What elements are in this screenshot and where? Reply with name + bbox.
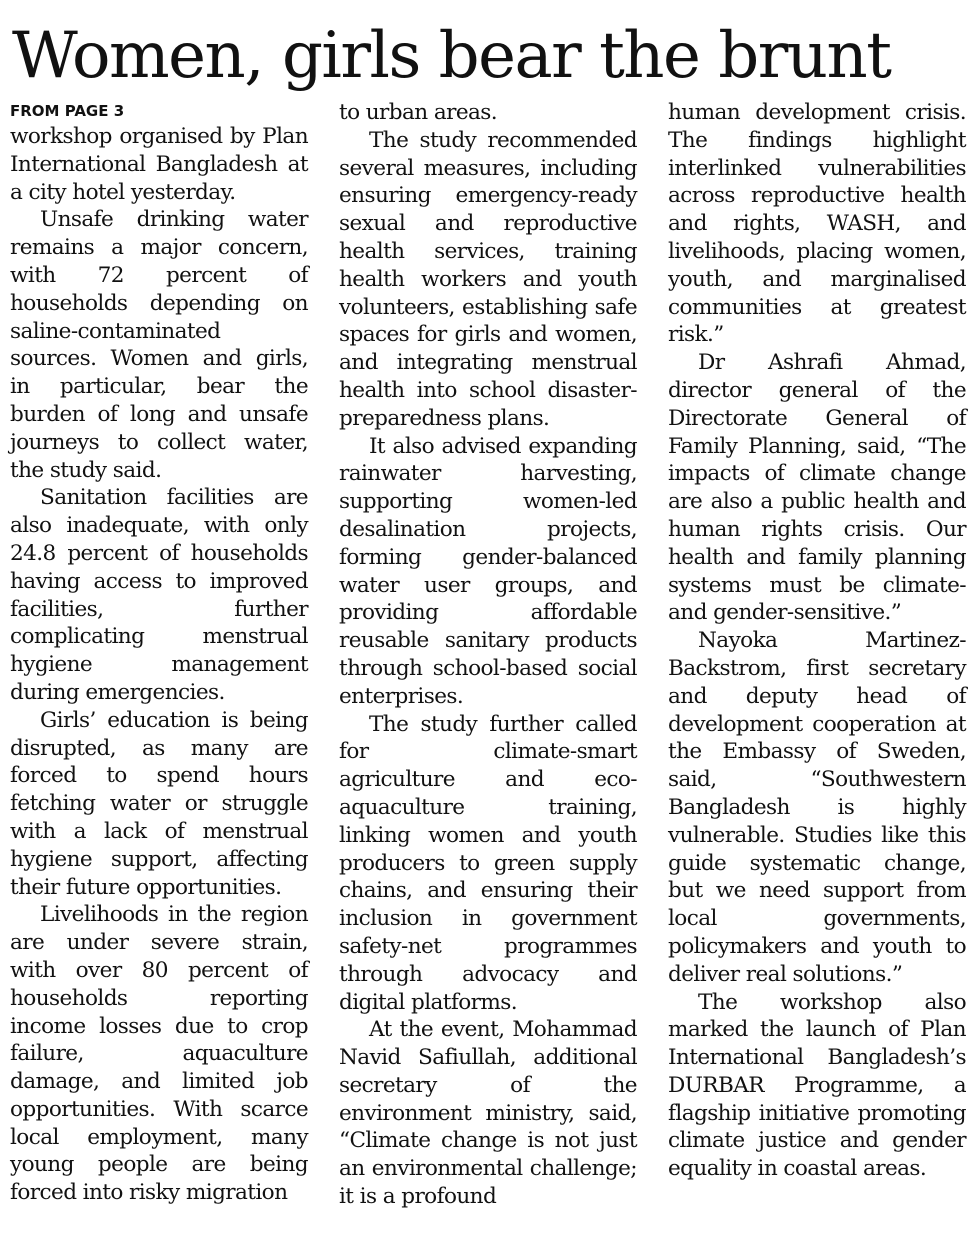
article-column-1 xyxy=(10,99,308,1207)
article-column-2 xyxy=(339,99,637,1211)
paragraph: Sanitation facilities are also inadequate, with only 24.8 percent of households having access to improved facilities, further complicating menstrual hygiene management during emergencies. xyxy=(10,485,308,705)
paragraph: human development crisis. The findings highlight interlinked vulnerabilities across reproductive health and rights, WASH, and livelihoods, placing women, youth, and marginalised communities at greatest risk.” xyxy=(668,100,966,348)
paragraph: It also advised expanding rainwater harvesting, supporting women-led desalination projects, forming gender-balanced water user groups, and providing affordable reusable sanitary products through school-based social enterprises. xyxy=(339,433,637,709)
paragraph: workshop organised by Plan International Bangladesh at a city hotel yesterday. xyxy=(10,124,308,205)
continued-from-label: FROM PAGE 3 xyxy=(10,102,125,120)
paragraph: to urban areas. xyxy=(339,100,498,125)
article-column-3 xyxy=(668,99,966,1183)
paragraph: At the event, Mohammad Navid Safiullah, additional secretary of the environment ministry, said, “Climate change is not just an environmental challenge; it is a profound xyxy=(339,1017,637,1210)
paragraph: The study further called for climate-smart agriculture and eco-aquaculture training, linking women and youth producers to green supply chains, and ensuring their inclusion in government safety-net programmes through advocacy and digital platforms. xyxy=(339,711,637,1015)
paragraph: Girls’ education is being disrupted, as many are forced to spend hours fetching water or struggle with a lack of menstrual hygiene support, affecting their future opportunities. xyxy=(10,707,308,900)
paragraph: Dr Ashrafi Ahmad, director general of the Directorate General of Family Planning, said, “The impacts of climate change are also a public health and human rights crisis. Our health and family planning systems must be climate- and gender-sensitive.” xyxy=(668,350,966,626)
paragraph: Unsafe drinking water remains a major concern, with 72 percent of households depending on saline-contaminated sources. Women and girls, in particular, bear the burden of long and unsafe journeys to collect water, the study said. xyxy=(10,207,308,483)
paragraph: The study recommended several measures, including ensuring emergency-ready sexual and reproductive health services, training health workers and youth volunteers, establishing safe spaces for girls and women, and integrating menstrual health into school disaster-preparedness plans. xyxy=(339,127,637,431)
headline: Women, girls bear the brunt xyxy=(12,19,891,93)
paragraph: Nayoka Martinez-Backstrom, first secretary and deputy head of development cooperation at the Embassy of Sweden, said, “Southwestern Bangladesh is highly vulnerable. Studies like this guide systematic change, but we need support from local governments, policymakers and youth to deliver real solutions.” xyxy=(668,628,966,987)
paragraph: The workshop also marked the launch of Plan International Bangladesh’s DURBAR Programme, a flagship initiative promoting climate justice and gender equality in coastal areas. xyxy=(668,989,966,1182)
paragraph: Livelihoods in the region are under severe strain, with over 80 percent of households reporting income losses due to crop failure, aquaculture damage, and limited job opportunities. With scarce local employment, many young people are being forced into risky migration xyxy=(10,902,308,1206)
